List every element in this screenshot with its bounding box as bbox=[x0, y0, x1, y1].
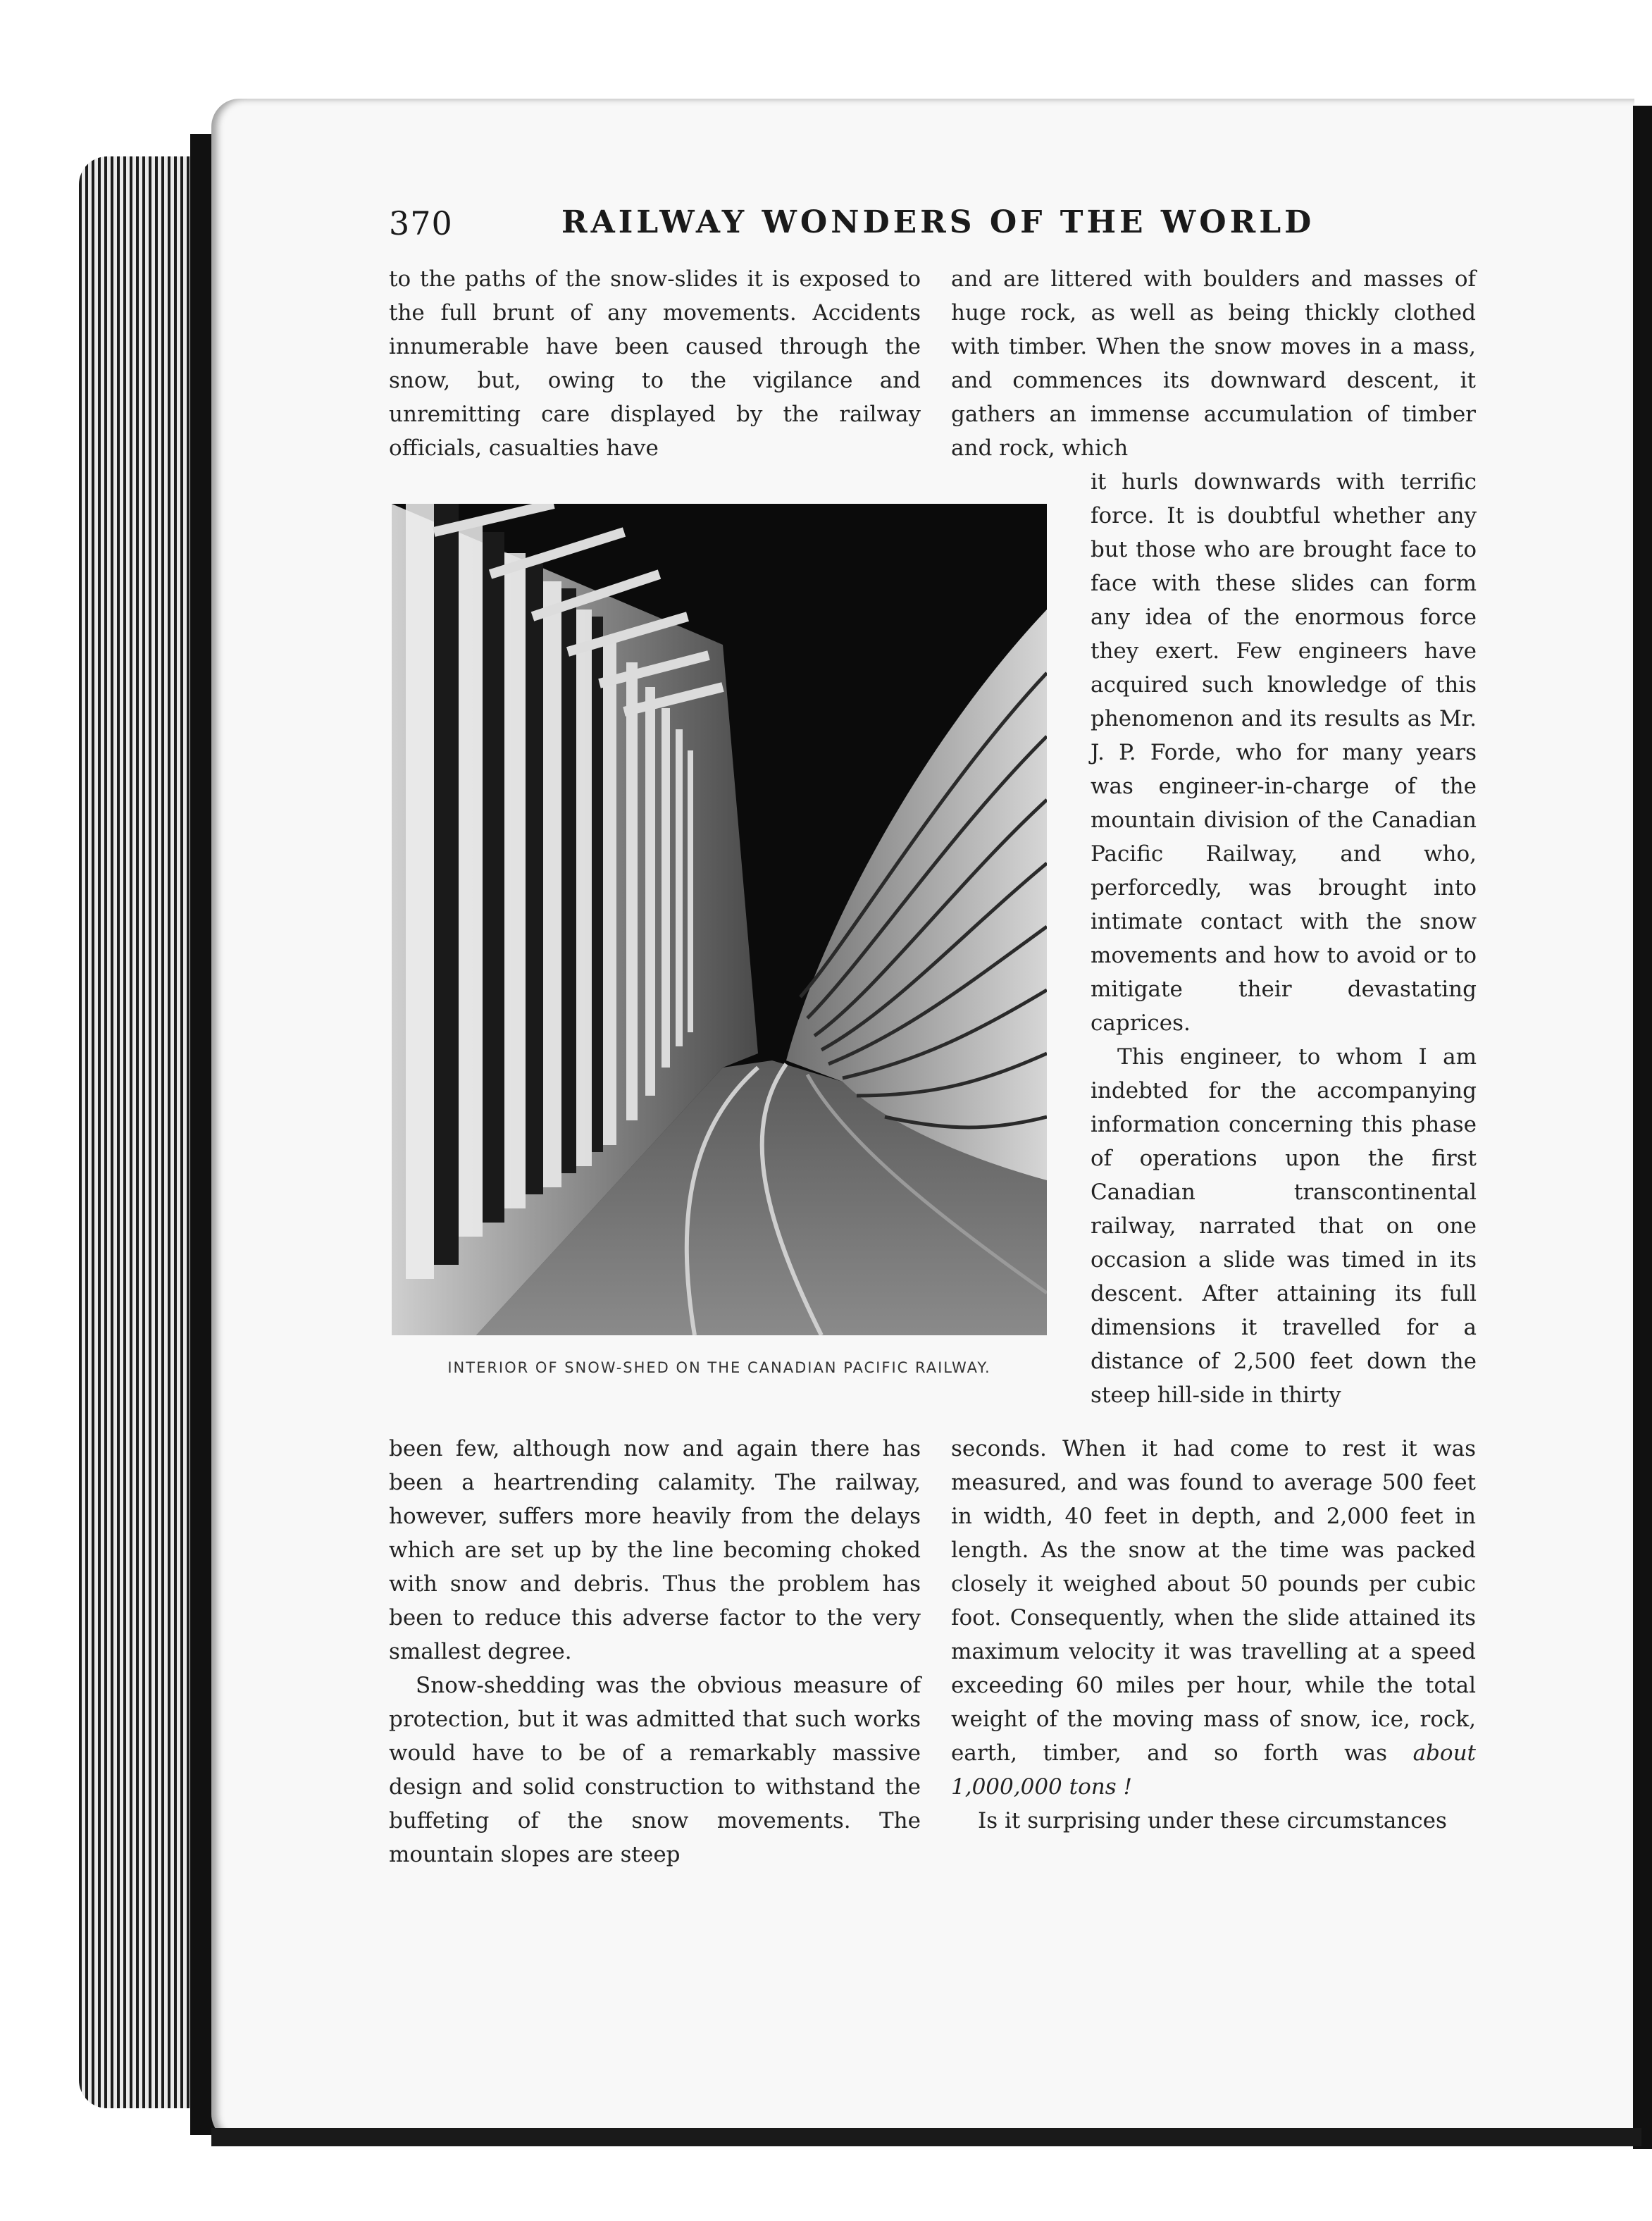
right-column-top bbox=[951, 262, 1476, 465]
figure-caption: INTERIOR OF SNOW-SHED ON THE CANADIAN PACIFIC RAILWAY. bbox=[447, 1359, 991, 1376]
paragraph-text: seconds. When it had come to rest it was measured, and was found to average 500 feet in width, 40 feet in depth, and 2,000 feet in length. As the snow at the time was packed closely it weighed about 50 pounds per cubic foot. Consequently, when the slide attained its maximum velocity it was travelling at a speed exceeding 60 miles per hour, while the total weight of the moving mass of snow, ice, rock, earth, timber, and so forth was bbox=[951, 1436, 1476, 1766]
paragraph: it hurls downwards with terrific force. It is doubtful whether any but those who are brought face to face with these slides can form any idea of the enormous force they exert. Few engineers have acquired such knowledge of this phenomenon and its results as Mr. J. P. Forde, who for many years was engineer-in-charge of the mountain division of the Canadian Pacific Railway, and who, perforcedly, was brought into intimate contact with the snow movements and how to avoid or to mitigate their devastating caprices. bbox=[1091, 469, 1477, 1036]
right-column-bottom bbox=[951, 1432, 1476, 1838]
paragraph: Snow-shedding was the obvious measure of protection, but it was admitted that such works would have to be of a remarkably massive design and solid construction to withstand the buffeting of the snow movements. The mountain slopes are steep bbox=[389, 1673, 921, 1867]
emphasized-text: about 1,000,000 tons ! bbox=[951, 1740, 1476, 1800]
paragraph: to the paths of the snow-slides it is exposed to the full brunt of any movements. Accidents innumerable have been caused through the snow, but, owing to the vigilance and unremitting care displayed by the railway officials, casualties have bbox=[389, 266, 921, 461]
paragraph: and are littered with boulders and masses of huge rock, as well as being thickly clothed with timber. When the snow moves in a mass, and commences its downward descent, it gathers an immense accumulation of timber and rock, which bbox=[951, 266, 1476, 461]
snow-shed-photograph bbox=[392, 504, 1047, 1335]
snow-shed-illustration bbox=[392, 504, 1047, 1335]
right-page-edge bbox=[1633, 106, 1652, 2149]
running-title: RAILWAY WONDERS OF THE WORLD bbox=[561, 204, 1315, 240]
paragraph: This engineer, to whom I am indebted for the accompanying information concerning this phase of operations upon the first Canadian transcontinental railway, narrated that on one occasion a slide was timed in its descent. After attaining its full dimensions it travelled for a distance of 2,500 feet down the steep hill-side in thirty bbox=[1091, 1044, 1477, 1408]
right-column-middle bbox=[1091, 465, 1477, 1412]
left-column-top bbox=[389, 262, 921, 465]
paragraph: been few, although now and again there has been a heartrending calamity. The railway, however, suffers more heavily from the delays which are set up by the line becoming choked with snow and debris. Thus the problem has been to reduce this adverse factor to the very smallest degree. bbox=[389, 1436, 921, 1664]
page-bottom-shadow bbox=[211, 2128, 1641, 2146]
left-column-bottom bbox=[389, 1432, 921, 1872]
paragraph bbox=[951, 1432, 1476, 1804]
page-number: 370 bbox=[389, 204, 453, 242]
page-header bbox=[389, 204, 1477, 254]
paragraph: Is it surprising under these circumstances bbox=[978, 1808, 1447, 1833]
